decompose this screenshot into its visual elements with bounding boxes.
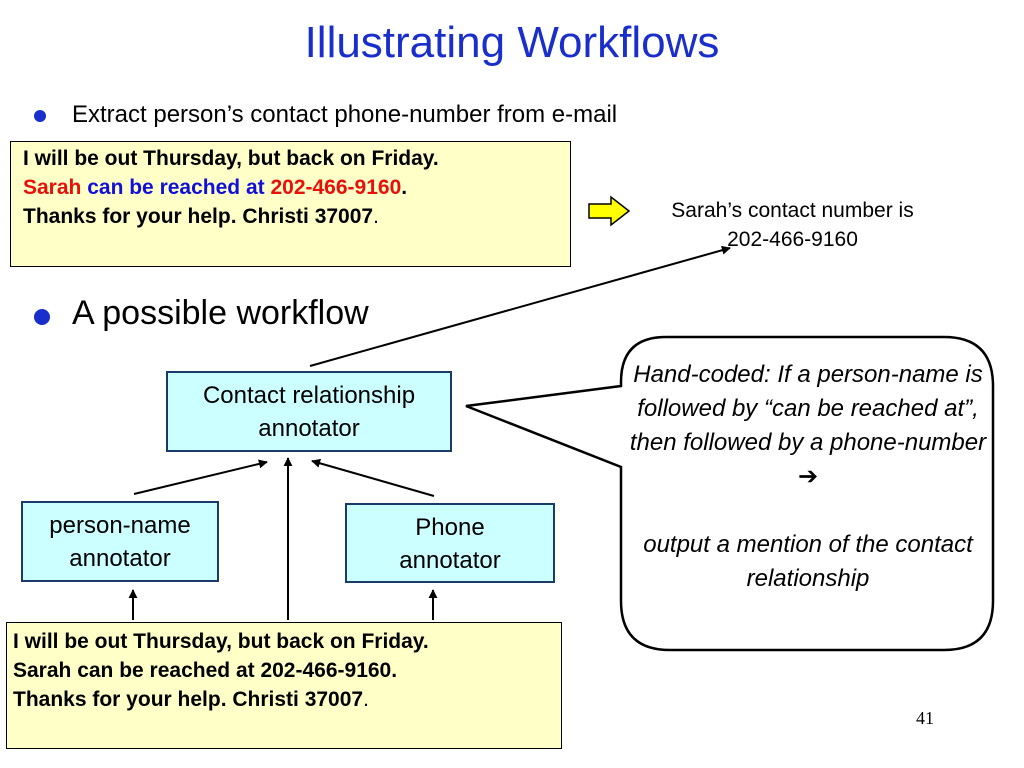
callout-text xyxy=(628,358,988,596)
email-line-3-end: . xyxy=(373,205,379,228)
callout-output: output a mention of the contact relationship xyxy=(643,531,973,592)
trigger-phrase-highlight: can be reached at xyxy=(81,176,271,199)
arrow-phone-to-contact xyxy=(312,461,434,496)
bullet-workflow-text: A possible workflow xyxy=(72,294,369,332)
bullet-extract-text: Extract person’s contact phone-number from e-mail xyxy=(72,101,618,128)
email-bottom-line-3-end: . xyxy=(363,688,369,711)
phone-annotator xyxy=(345,503,555,583)
contact-relationship-annotator xyxy=(166,371,452,452)
callout-rule: Hand-coded: If a person-name is followed by “can be reached at”, then followed by a phone-number xyxy=(629,361,987,456)
arrow-person-to-contact xyxy=(134,462,267,494)
contact-annotator-line-2: annotator xyxy=(258,415,360,442)
person-name-annotator xyxy=(21,501,219,582)
callout-rule-text xyxy=(628,358,988,494)
phone-number-highlight: 202-466-9160 xyxy=(270,176,402,199)
email-bottom-line-2: Sarah can be reached at 202-466-9160. xyxy=(13,659,398,682)
contact-annotator-line-1: Contact relationship xyxy=(202,382,416,409)
person-annotator-line-1: person-name xyxy=(49,512,191,539)
slide-number: 41 xyxy=(916,708,934,728)
email-bottom-line-3 xyxy=(13,685,555,714)
email-line-3-text: Thanks for your help. Christi 37007 xyxy=(23,205,374,228)
phone-annotator-line-1: Phone xyxy=(415,514,485,541)
block-arrow-icon xyxy=(589,197,629,225)
person-annotator-line-2: annotator xyxy=(69,545,171,572)
email-line-1: I will be out Thursday, but back on Friday. xyxy=(23,147,439,170)
phone-annotator-line-2: annotator xyxy=(399,547,501,574)
email-example-bottom xyxy=(6,622,562,749)
slide-title: Illustrating Workflows xyxy=(304,18,720,67)
email-line-2-end: . xyxy=(401,176,408,199)
email-bottom-line-1: I will be out Thursday, but back on Friday. xyxy=(13,630,429,653)
result-line-2: 202-466-9160 xyxy=(727,228,858,251)
result-line-1: Sarah’s contact number is xyxy=(671,199,914,222)
email-bottom-line-3-text: Thanks for your help. Christi 37007 xyxy=(13,688,364,711)
arrow-right-icon: ➔ xyxy=(797,463,819,490)
person-name-highlight: Sarah xyxy=(23,176,82,199)
